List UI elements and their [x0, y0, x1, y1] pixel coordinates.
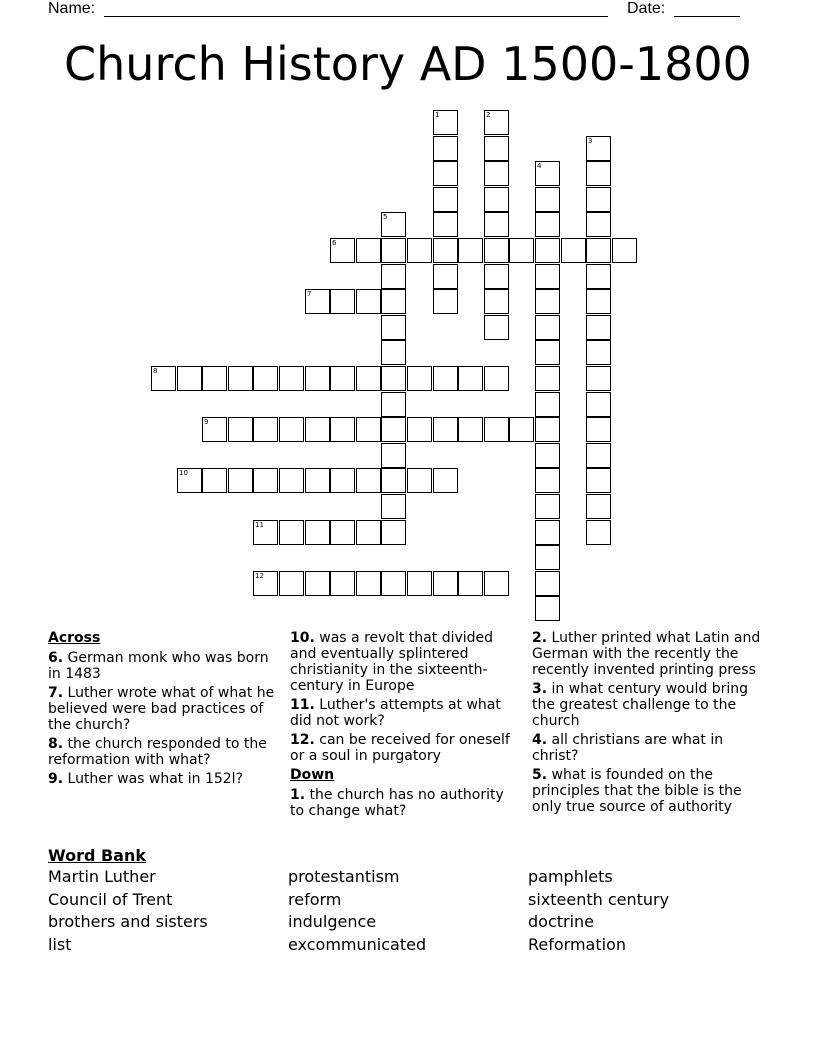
crossword-cell[interactable]	[535, 545, 560, 570]
crossword-cell[interactable]	[535, 289, 560, 314]
crossword-cell[interactable]	[586, 212, 611, 237]
crossword-cell[interactable]	[535, 417, 560, 442]
crossword-cell[interactable]	[458, 366, 483, 391]
crossword-cell[interactable]	[279, 571, 304, 596]
crossword-cell[interactable]	[535, 443, 560, 468]
clues-column-2	[290, 630, 516, 822]
crossword-cell[interactable]	[586, 468, 611, 493]
crossword-cell[interactable]	[586, 136, 611, 161]
crossword-cell[interactable]	[305, 366, 330, 391]
crossword-cell[interactable]	[356, 289, 381, 314]
crossword-cell[interactable]	[177, 366, 202, 391]
word-bank-item: indulgence	[288, 912, 377, 931]
crossword-cell[interactable]	[535, 520, 560, 545]
crossword-cell[interactable]	[433, 571, 458, 596]
crossword-cell[interactable]	[484, 161, 509, 186]
crossword-cell[interactable]	[151, 366, 176, 391]
crossword-cell[interactable]	[381, 238, 406, 263]
crossword-cell[interactable]	[407, 417, 432, 442]
clue-number: 2	[486, 111, 491, 119]
across-heading: Across	[48, 630, 101, 646]
crossword-cell[interactable]	[433, 187, 458, 212]
clue-number: 6	[332, 239, 337, 247]
clues-column-3	[532, 630, 768, 818]
crossword-cell[interactable]	[381, 264, 406, 289]
crossword-cell[interactable]	[484, 289, 509, 314]
clue-number: 12	[255, 572, 264, 580]
crossword-cell[interactable]	[484, 187, 509, 212]
clue-down-3: 3. in what century would bring the greatest challenge to the church	[532, 681, 749, 729]
crossword-cell[interactable]	[356, 417, 381, 442]
down-heading: Down	[290, 767, 335, 783]
crossword-cell[interactable]	[356, 520, 381, 545]
crossword-cell[interactable]	[586, 340, 611, 365]
clue-number: 5	[383, 213, 388, 221]
crossword-cell[interactable]	[305, 520, 330, 545]
crossword-cell[interactable]	[586, 187, 611, 212]
clue-across-10: 10. was a revolt that divided and eventually splintered christianity in the sixteenth-century in Europe	[290, 630, 494, 694]
crossword-cell[interactable]	[356, 571, 381, 596]
crossword-cell[interactable]	[202, 417, 227, 442]
crossword-cell[interactable]	[202, 366, 227, 391]
crossword-cell[interactable]	[484, 136, 509, 161]
crossword-cell[interactable]	[381, 468, 406, 493]
word-bank-item: doctrine	[528, 912, 595, 931]
crossword-cell[interactable]	[433, 238, 458, 263]
crossword-cell[interactable]	[509, 238, 534, 263]
clue-across-6: 6. German monk who was born in 1483	[48, 650, 269, 682]
clue-down-1: 1. the church has no authority to change what?	[290, 787, 504, 819]
crossword-cell[interactable]	[305, 571, 330, 596]
crossword-cell[interactable]	[228, 417, 253, 442]
crossword-cell[interactable]	[433, 212, 458, 237]
crossword-cell[interactable]	[228, 468, 253, 493]
crossword-cell[interactable]	[586, 417, 611, 442]
crossword-cell[interactable]	[356, 238, 381, 263]
crossword-cell[interactable]	[586, 494, 611, 519]
crossword-cell[interactable]	[177, 468, 202, 493]
crossword-cell[interactable]	[305, 417, 330, 442]
crossword-cell[interactable]	[279, 468, 304, 493]
name-label: Name:	[48, 0, 96, 17]
crossword-cell[interactable]	[407, 366, 432, 391]
crossword-cell[interactable]	[433, 110, 458, 135]
crossword-cell[interactable]	[586, 366, 611, 391]
crossword-cell[interactable]	[433, 366, 458, 391]
word-bank-heading: Word Bank	[48, 846, 147, 865]
crossword-cell[interactable]	[586, 264, 611, 289]
crossword-cell[interactable]	[535, 187, 560, 212]
crossword-cell[interactable]	[381, 417, 406, 442]
crossword-cell[interactable]	[330, 366, 355, 391]
clue-number: 3	[588, 137, 593, 145]
crossword-cell[interactable]	[586, 520, 611, 545]
crossword-cell[interactable]	[381, 212, 406, 237]
clue-down-4: 4. all christians are what in christ?	[532, 732, 724, 764]
clue-down-2: 2. Luther printed what Latin and German with the recently the recently invented printing press	[532, 630, 761, 678]
word-bank	[48, 846, 788, 966]
crossword-cell[interactable]	[381, 340, 406, 365]
crossword-cell[interactable]	[202, 468, 227, 493]
crossword-cell[interactable]	[535, 212, 560, 237]
crossword-cell[interactable]	[253, 366, 278, 391]
crossword-cell[interactable]	[305, 468, 330, 493]
crossword-cell[interactable]	[535, 468, 560, 493]
clue-number: 10	[179, 469, 188, 477]
crossword-cell[interactable]	[305, 289, 330, 314]
crossword-cell[interactable]	[535, 596, 560, 621]
crossword-cell[interactable]	[484, 417, 509, 442]
clue-number: 7	[307, 290, 312, 298]
crossword-cell[interactable]	[330, 417, 355, 442]
crossword-cell[interactable]	[381, 571, 406, 596]
crossword-cell[interactable]	[381, 289, 406, 314]
crossword-cell[interactable]	[407, 238, 432, 263]
word-bank-item: excommunicated	[288, 935, 427, 954]
crossword-cell[interactable]	[381, 520, 406, 545]
crossword-cell[interactable]	[586, 238, 611, 263]
crossword-cell[interactable]	[484, 212, 509, 237]
crossword-cell[interactable]	[458, 417, 483, 442]
crossword-cell[interactable]	[561, 238, 586, 263]
clue-number: 9	[204, 418, 209, 426]
crossword-cell[interactable]	[484, 110, 509, 135]
crossword-cell[interactable]	[381, 315, 406, 340]
crossword-cell[interactable]	[253, 468, 278, 493]
crossword-cell[interactable]	[535, 366, 560, 391]
crossword-cell[interactable]	[586, 289, 611, 314]
crossword-cell[interactable]	[535, 494, 560, 519]
word-bank-item: reform	[288, 890, 342, 909]
crossword-cell[interactable]	[228, 366, 253, 391]
crossword-cell[interactable]	[509, 417, 534, 442]
clue-across-9: 9. Luther was what in 152l?	[48, 771, 243, 787]
crossword-cell[interactable]	[586, 315, 611, 340]
clue-across-7: 7. Luther wrote what of what he believed were bad practices of the church?	[48, 685, 275, 733]
crossword-cell[interactable]	[253, 571, 278, 596]
clue-number: 4	[537, 162, 542, 170]
word-bank-item: pamphlets	[528, 867, 613, 886]
crossword-cell[interactable]	[279, 366, 304, 391]
crossword-cell[interactable]	[330, 238, 355, 263]
crossword-cell[interactable]	[484, 366, 509, 391]
crossword-cell[interactable]	[330, 468, 355, 493]
crossword-cell[interactable]	[253, 520, 278, 545]
word-bank-item: Martin Luther	[48, 867, 156, 886]
crossword-cell[interactable]	[586, 392, 611, 417]
clue-down-5: 5. what is founded on the principles that the bible is the only true source of authority	[532, 767, 742, 815]
crossword-cell[interactable]	[433, 468, 458, 493]
crossword-cell[interactable]	[484, 264, 509, 289]
crossword-cell[interactable]	[535, 392, 560, 417]
clue-across-11: 11. Luther's attempts at what did not work?	[290, 697, 501, 729]
clue-across-12: 12. can be received for oneself or a soul in purgatory	[290, 732, 510, 764]
clue-number: 8	[153, 367, 158, 375]
word-bank-item: list	[48, 935, 72, 954]
crossword-cell[interactable]	[535, 571, 560, 596]
crossword-cell[interactable]	[586, 161, 611, 186]
crossword-cell[interactable]	[381, 392, 406, 417]
crossword-cell[interactable]	[535, 161, 560, 186]
crossword-cell[interactable]	[458, 571, 483, 596]
crossword-cell[interactable]	[586, 443, 611, 468]
crossword-cell[interactable]	[535, 238, 560, 263]
word-bank-item: Council of Trent	[48, 890, 173, 909]
crossword-cell[interactable]	[407, 571, 432, 596]
crossword-cell[interactable]	[433, 136, 458, 161]
crossword-cell[interactable]	[381, 443, 406, 468]
clues-column-1	[48, 630, 280, 790]
crossword-cell[interactable]	[535, 340, 560, 365]
crossword-cell[interactable]	[407, 468, 432, 493]
crossword-cell[interactable]	[356, 366, 381, 391]
crossword-cell[interactable]	[381, 366, 406, 391]
crossword-cell[interactable]	[433, 289, 458, 314]
crossword-cell[interactable]	[279, 520, 304, 545]
crossword-cell[interactable]	[484, 571, 509, 596]
crossword-cell[interactable]	[433, 417, 458, 442]
crossword-cell[interactable]	[535, 264, 560, 289]
crossword-cell[interactable]	[279, 417, 304, 442]
crossword-cell[interactable]	[433, 161, 458, 186]
crossword-cell[interactable]	[381, 494, 406, 519]
crossword-cell[interactable]	[330, 571, 355, 596]
crossword-cell[interactable]	[433, 264, 458, 289]
word-bank-item: brothers and sisters	[48, 912, 208, 931]
word-bank-item: Reformation	[528, 935, 626, 954]
page-title: Church History AD 1500-1800	[64, 37, 752, 91]
clue-number: 1	[435, 111, 440, 119]
crossword-cell[interactable]	[484, 238, 509, 263]
crossword-cell[interactable]	[535, 315, 560, 340]
crossword-cell[interactable]	[484, 315, 509, 340]
word-bank-item: protestantism	[288, 867, 400, 886]
crossword-cell[interactable]	[356, 468, 381, 493]
crossword-cell[interactable]	[330, 289, 355, 314]
crossword-cell[interactable]	[330, 520, 355, 545]
crossword-cell[interactable]	[612, 238, 637, 263]
clue-across-8: 8. the church responded to the reformation with what?	[48, 736, 267, 768]
crossword-cell[interactable]	[458, 238, 483, 263]
date-label: Date:	[627, 0, 666, 17]
word-bank-item: sixteenth century	[528, 890, 670, 909]
word-bank-list	[48, 866, 788, 966]
clue-number: 11	[255, 521, 264, 529]
crossword-cell[interactable]	[253, 417, 278, 442]
